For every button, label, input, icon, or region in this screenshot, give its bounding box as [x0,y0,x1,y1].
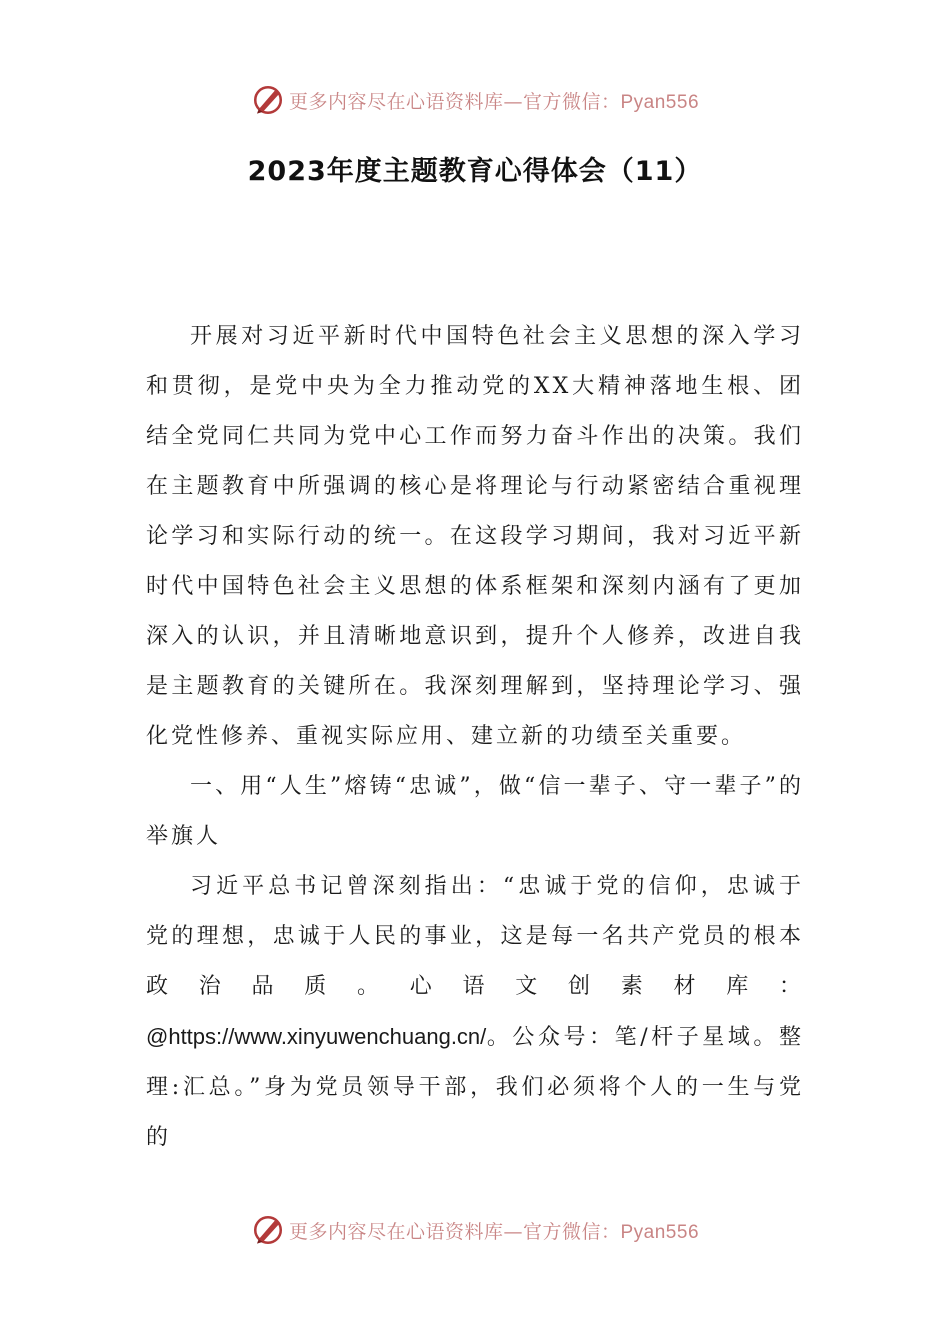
footer-wechat-id: Pyan556 [620,1221,700,1243]
header-site-text: 更多内容尽在心语资料库 [288,90,504,113]
footer-dash: — [503,1220,523,1243]
paragraph-quote-continuation: 。公众号：笔/杆子星域。整理:汇总。”身为党员领导干部，我们必须将个人的一生与党的 [146,1025,804,1150]
paragraph-quote [146,862,804,1163]
header-banner-text [289,87,699,114]
footer-official-text: 官方微信： [522,1220,621,1243]
paragraph-quote-text: 习近平总书记曾深刻指出：“忠诚于党的信仰，忠诚于党的理想，忠诚于人民的事业，这是每一名共产党员的根本政治品质。心语文创素材库： [146,874,804,999]
footer-banner-text [289,1217,699,1244]
source-url: @https://www.xinyuwenchuang.cn/ [146,1024,487,1049]
header-banner [0,80,950,120]
footer-site-text: 更多内容尽在心语资料库 [288,1220,504,1243]
paragraph-intro: 开展对习近平新时代中国特色社会主义思想的深入学习和贯彻，是党中央为全力推动党的XX大精神落地生根、团结全党同仁共同为党中心工作而努力奋斗作出的决策。我们在主题教育中所强调的核心是将理论与行动紧密结合重视理论学习和实际行动的统一。在这段学习期间，我对习近平新时代中国特色社会主义思想的体系框架和深刻内涵有了更加深入的认识，并且清晰地意识到，提升个人修养，改进自我是主题教育的关键所在。我深刻理解到，坚持理论学习、强化党性修养、重视实际应用、建立新的功绩至关重要。 [146,324,804,749]
document-body [146,312,804,1163]
footer-banner [0,1210,950,1250]
document-title: 2023年度主题教育心得体会（11） [247,156,703,187]
header-wechat-id: Pyan556 [620,91,700,113]
section-heading-1: 一、用“人生”熔铸“忠诚”，做“信一辈子、守一辈子”的举旗人 [146,774,804,849]
pen-logo-icon [251,83,285,117]
header-dash: — [503,90,523,113]
header-official-text: 官方微信： [522,90,621,113]
pen-logo-icon [251,1213,285,1247]
